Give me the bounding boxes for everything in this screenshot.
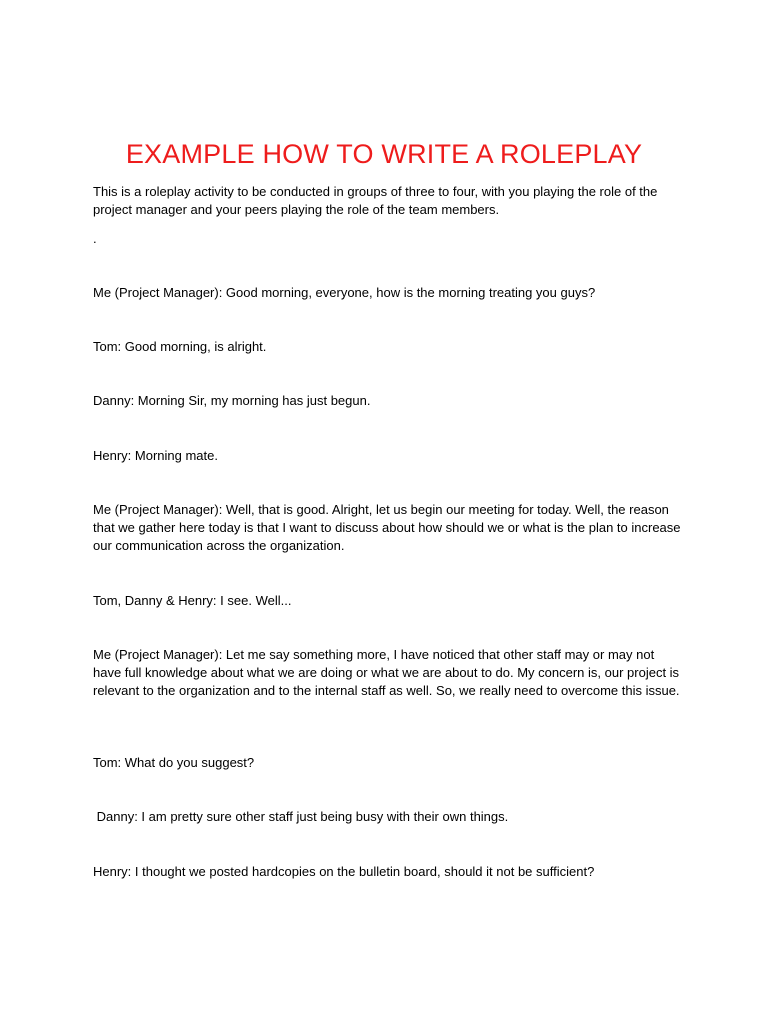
dialogue-line: Tom: What do you suggest?	[93, 755, 255, 770]
dialogue-line: Tom: Good morning, is alright.	[93, 339, 267, 354]
dialogue-line: Me (Project Manager): Well, that is good. Alright, let us begin our meeting for today. Well, the reason that we gather here today is that I want to discuss about how should we or what is the plan to increase our communication across the organization.	[93, 502, 685, 553]
intro-paragraph: This is a roleplay activity to be conducted in groups of three to four, with you playing the role of the project manager and your peers playing the role of the team members.	[93, 184, 662, 217]
dialogue-line: Henry: I thought we posted hardcopies on the bulletin board, should it not be sufficient?	[93, 864, 595, 879]
dialogue-line: Tom, Danny & Henry: I see. Well...	[93, 593, 292, 608]
dialogue-line: Danny: I am pretty sure other staff just being busy with their own things.	[93, 809, 509, 824]
document-title: EXAMPLE HOW TO WRITE A ROLEPLAY	[125, 139, 643, 169]
dialogue-line: Danny: Morning Sir, my morning has just begun.	[93, 393, 371, 408]
dialogue-line: Henry: Morning mate.	[93, 448, 218, 463]
dot-line: .	[93, 231, 97, 246]
dialogue-line: Me (Project Manager): Let me say something more, I have noticed that other staff may or may not have full knowledge about what we are doing or what we are about to do. My concern is, our project is relevant to the organization and to the internal staff as well. So, we really need to overcome this issue.	[93, 647, 683, 698]
dialogue-line: Me (Project Manager): Good morning, everyone, how is the morning treating you guys?	[93, 285, 596, 300]
